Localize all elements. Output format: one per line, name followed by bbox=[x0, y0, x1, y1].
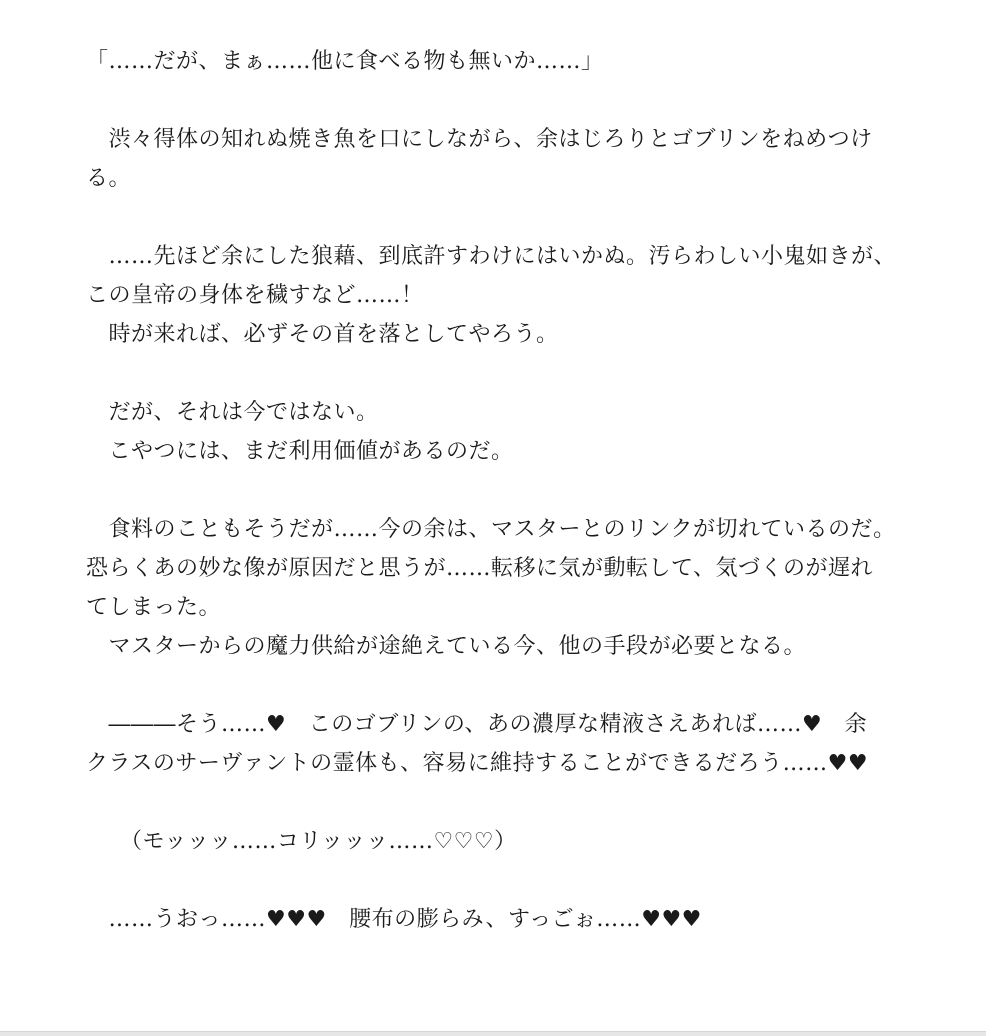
text-line: ……先ほど余にした狼藉、到底許すわけにはいかぬ。汚らわしい小鬼如きが、 bbox=[86, 244, 897, 269]
text-line: ……うおっ……♥♥♥ 腰布の膨らみ、すっごぉ……♥♥♥ bbox=[86, 907, 702, 932]
page-bottom-divider bbox=[0, 1031, 986, 1036]
text-line: 恐らくあの妙な像が原因だと思うが……転移に気が動転して、気づくのが遅れ bbox=[86, 556, 874, 581]
text-line: だが、それは今ではない。 bbox=[86, 400, 379, 425]
text-line: 時が来れば、必ずその首を落としてやろう。 bbox=[86, 322, 559, 347]
text-line: こやつには、まだ利用価値があるのだ。 bbox=[86, 439, 514, 464]
text-line: 渋々得体の知れぬ焼き魚を口にしながら、余はじろりとゴブリンをねめつけ bbox=[86, 127, 873, 152]
text-line: （モッッッ……コリッッッ……♡♡♡） bbox=[86, 829, 517, 854]
text-line: ―――そう……♥ このゴブリンの、あの濃厚な精液さえあれば……♥ 余 bbox=[86, 712, 868, 737]
text-line: てしまった。 bbox=[86, 595, 222, 620]
text-line: クラスのサーヴァントの霊体も、容易に維持することができるだろう……♥♥ bbox=[86, 751, 869, 776]
text-line: マスターからの魔力供給が途絶えている今、他の手段が必要となる。 bbox=[86, 634, 807, 659]
text-line: 食料のこともそうだが……今の余は、マスターとのリンクが切れているのだ。 bbox=[86, 517, 896, 542]
text-line: 「……だが、まぁ……他に食べる物も無いか……」 bbox=[86, 49, 604, 74]
text-line: る。 bbox=[86, 166, 132, 191]
text-line: この皇帝の身体を穢すなど……！ bbox=[86, 283, 424, 308]
